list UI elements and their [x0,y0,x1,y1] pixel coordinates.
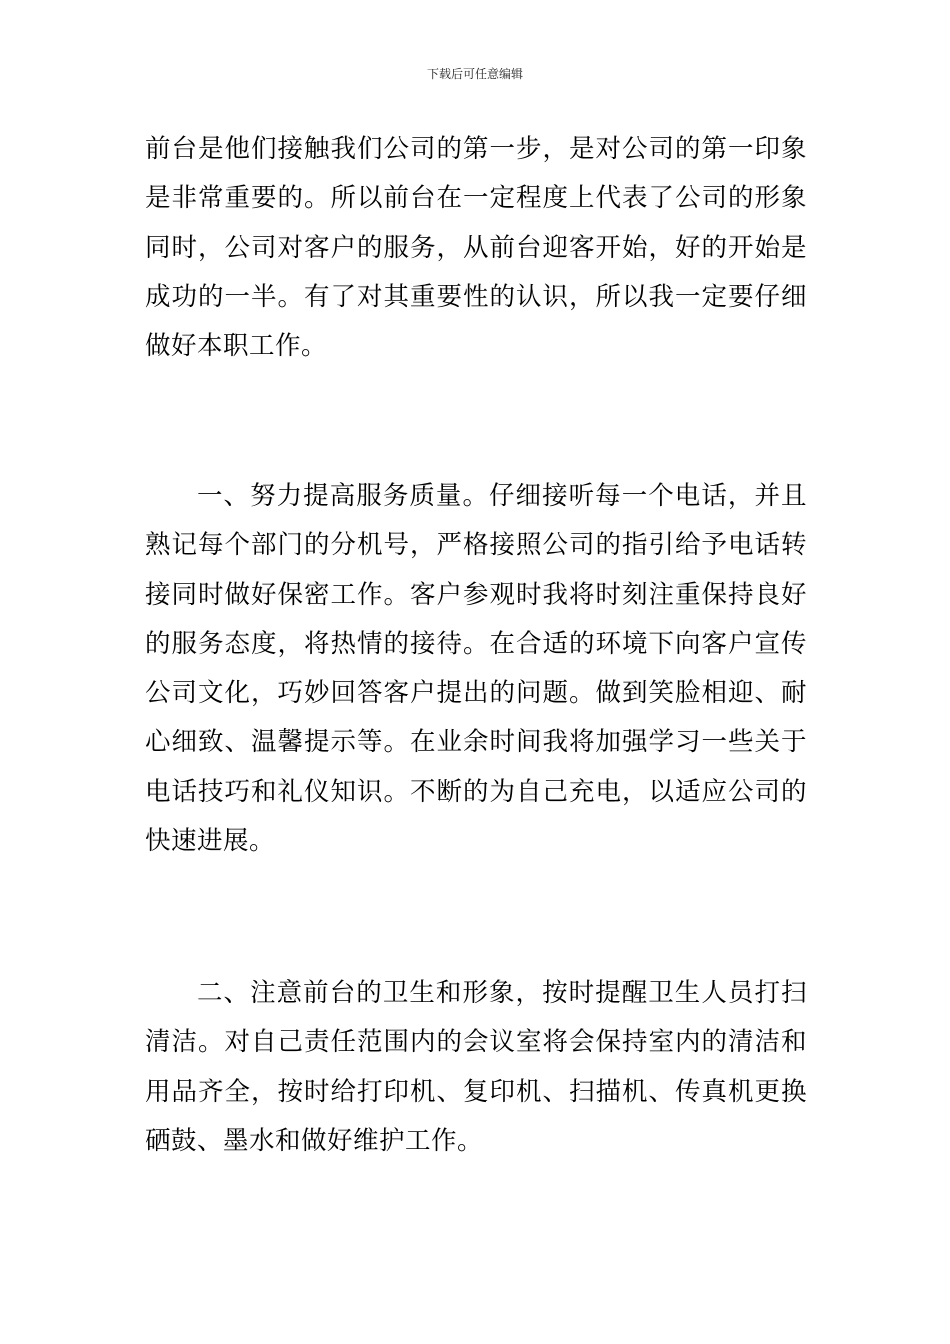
paragraph-intro: 前台是他们接触我们公司的第一步，是对公司的第一印象是非常重要的。所以前台在一定程度上代表了公司的形象同时，公司对客户的服务，从前台迎客开始，好的开始是成功的一半。有了对其重要性的认识，所以我一定要仔细做好本职工作。 [145,134,807,362]
paragraph-hygiene-image: 二、注意前台的卫生和形象，按时提醒卫生人员打扫清洁。对自己责任范围内的会议室将会保持室内的清洁和用品齐全，按时给打印机、复印机、扫描机、传真机更换硒鼓、墨水和做好维护工作。 [145,978,807,1156]
paragraph-service-quality: 一、努力提高服务质量。仔细接听每一个电话，并且熟记每个部门的分机号，严格接照公司的指引给予电话转接同时做好保密工作。客户参观时我将时刻注重保持良好的服务态度，将热情的接待。在合适的环境下向客户宣传公司文化，巧妙回答客户提出的问题。做到笑脸相迎、耐心细致、温馨提示等。在业余时间我将加强学习一些关于电话技巧和礼仪知识。不断的为自己充电，以适应公司的快速进展。 [145,481,807,857]
page-header: 下载后可任意编辑 [426,67,523,81]
